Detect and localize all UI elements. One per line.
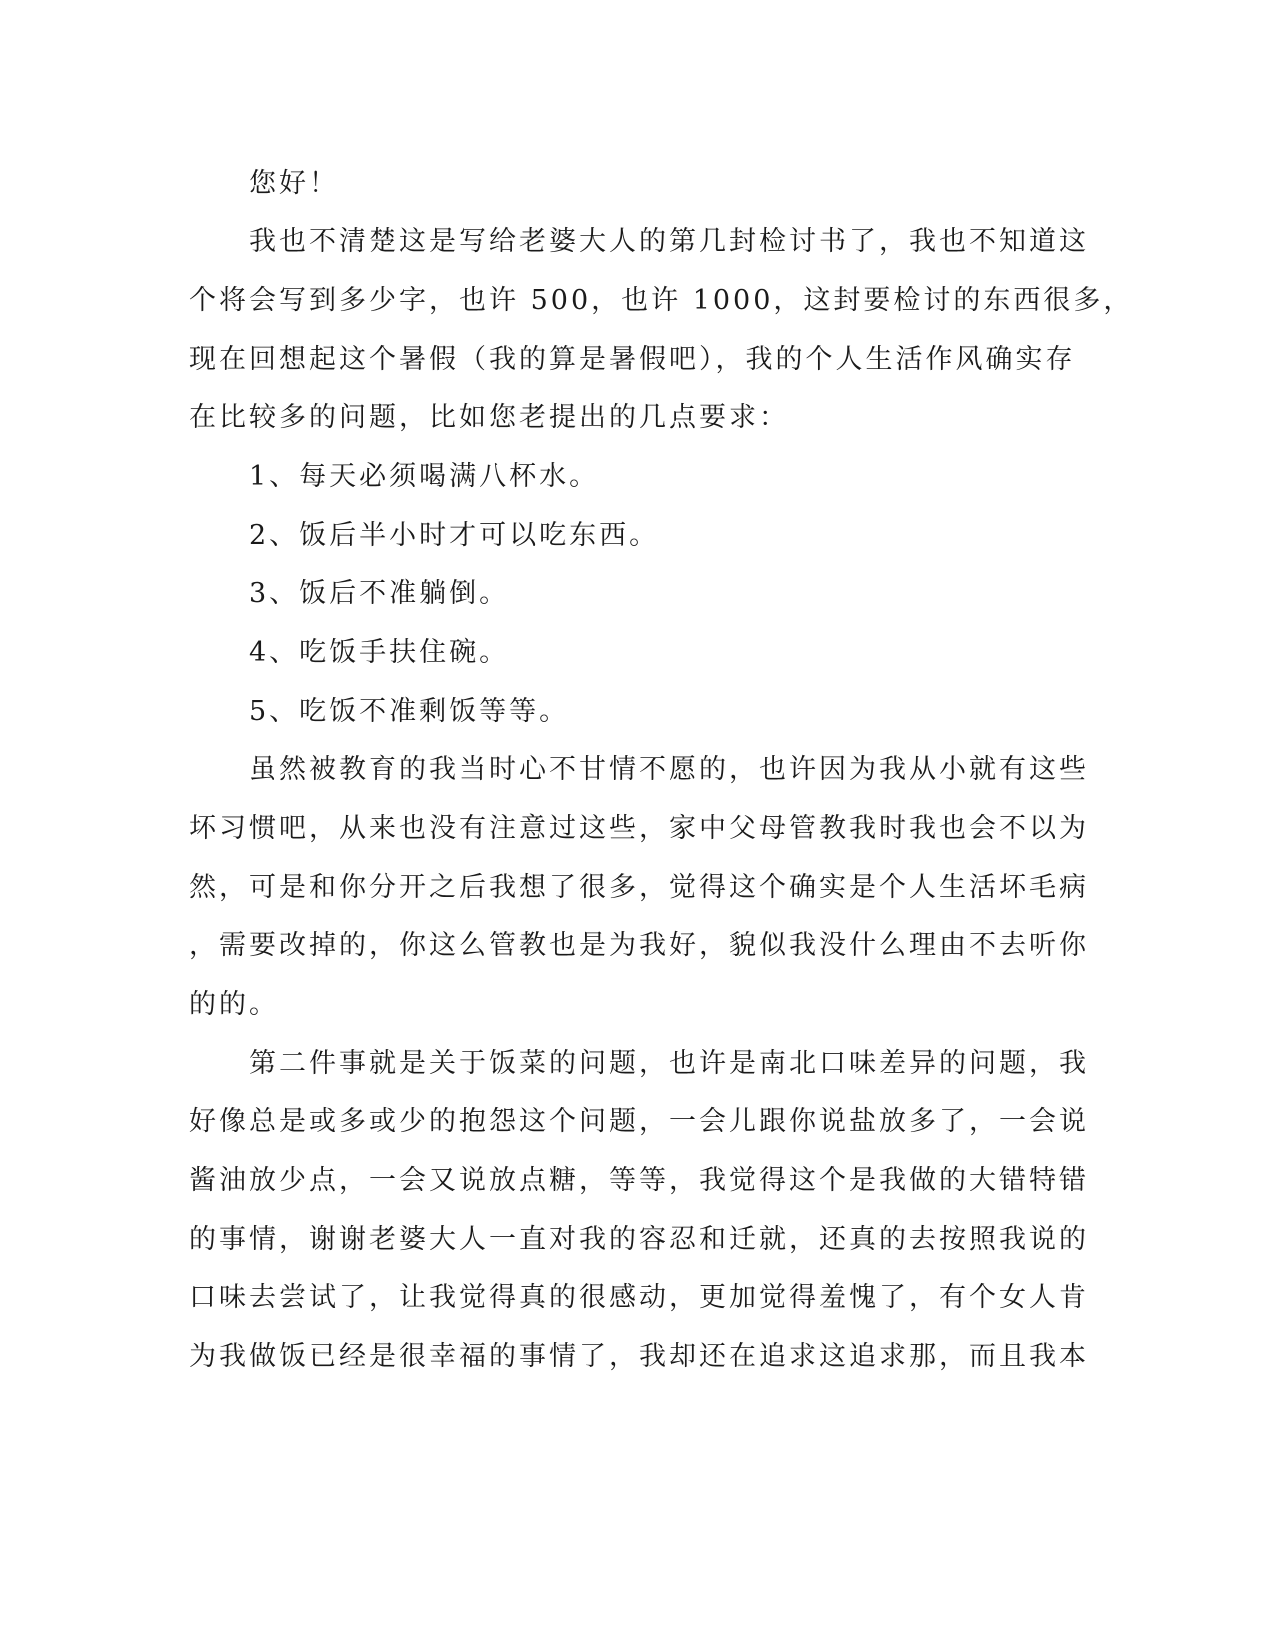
paragraph-3-line-1: 第二件事就是关于饭菜的问题，也许是南北口味差异的问题，我 xyxy=(189,1048,1089,1079)
paragraph-3-line-3: 酱油放少点，一会又说放点糖，等等，我觉得这个是我做的大错特错 xyxy=(189,1165,1089,1196)
list-item-4: 4、吃饭手扶住碗。 xyxy=(189,637,510,668)
list-item-1: 1、每天必须喝满八杯水。 xyxy=(189,461,600,492)
paragraph-1-line-1: 我也不清楚这是写给老婆大人的第几封检讨书了，我也不知道这 xyxy=(189,226,1089,257)
list-item-5: 5、吃饭不准剩饭等等。 xyxy=(189,696,570,727)
salutation: 您好！ xyxy=(189,168,339,199)
paragraph-3-line-2: 好像总是或多或少的抱怨这个问题，一会儿跟你说盐放多了，一会说 xyxy=(189,1106,1089,1137)
paragraph-1-line-3: 现在回想起这个暑假（我的算是暑假吧），我的个人生活作风确实存 xyxy=(189,344,1076,375)
list-item-2: 2、饭后半小时才可以吃东西。 xyxy=(189,520,660,551)
paragraph-2-line-2: 坏习惯吧，从来也没有注意过这些，家中父母管教我时我也会不以为 xyxy=(189,813,1089,844)
paragraph-3-line-4: 的事情，谢谢老婆大人一直对我的容忍和迁就，还真的去按照我说的 xyxy=(189,1224,1089,1255)
paragraph-2-line-5: 的的。 xyxy=(189,989,279,1020)
paragraph-2-line-4: ，需要改掉的，你这么管教也是为我好，貌似我没什么理由不去听你 xyxy=(189,930,1089,961)
paragraph-3-line-6: 为我做饭已经是很幸福的事情了，我却还在追求这追求那，而且我本 xyxy=(189,1341,1089,1372)
paragraph-1-line-2: 个将会写到多少字，也许 500，也许 1000，这封要检讨的东西很多， xyxy=(189,285,1134,316)
paragraph-1-line-4: 在比较多的问题，比如您老提出的几点要求： xyxy=(189,402,789,433)
paragraph-3-line-5: 口味去尝试了，让我觉得真的很感动，更加觉得羞愧了，有个女人肯 xyxy=(189,1282,1089,1313)
list-item-3: 3、饭后不准躺倒。 xyxy=(189,578,510,609)
paragraph-2-line-1: 虽然被教育的我当时心不甘情不愿的，也许因为我从小就有这些 xyxy=(189,754,1089,785)
paragraph-2-line-3: 然，可是和你分开之后我想了很多，觉得这个确实是个人生活坏毛病 xyxy=(189,872,1089,903)
